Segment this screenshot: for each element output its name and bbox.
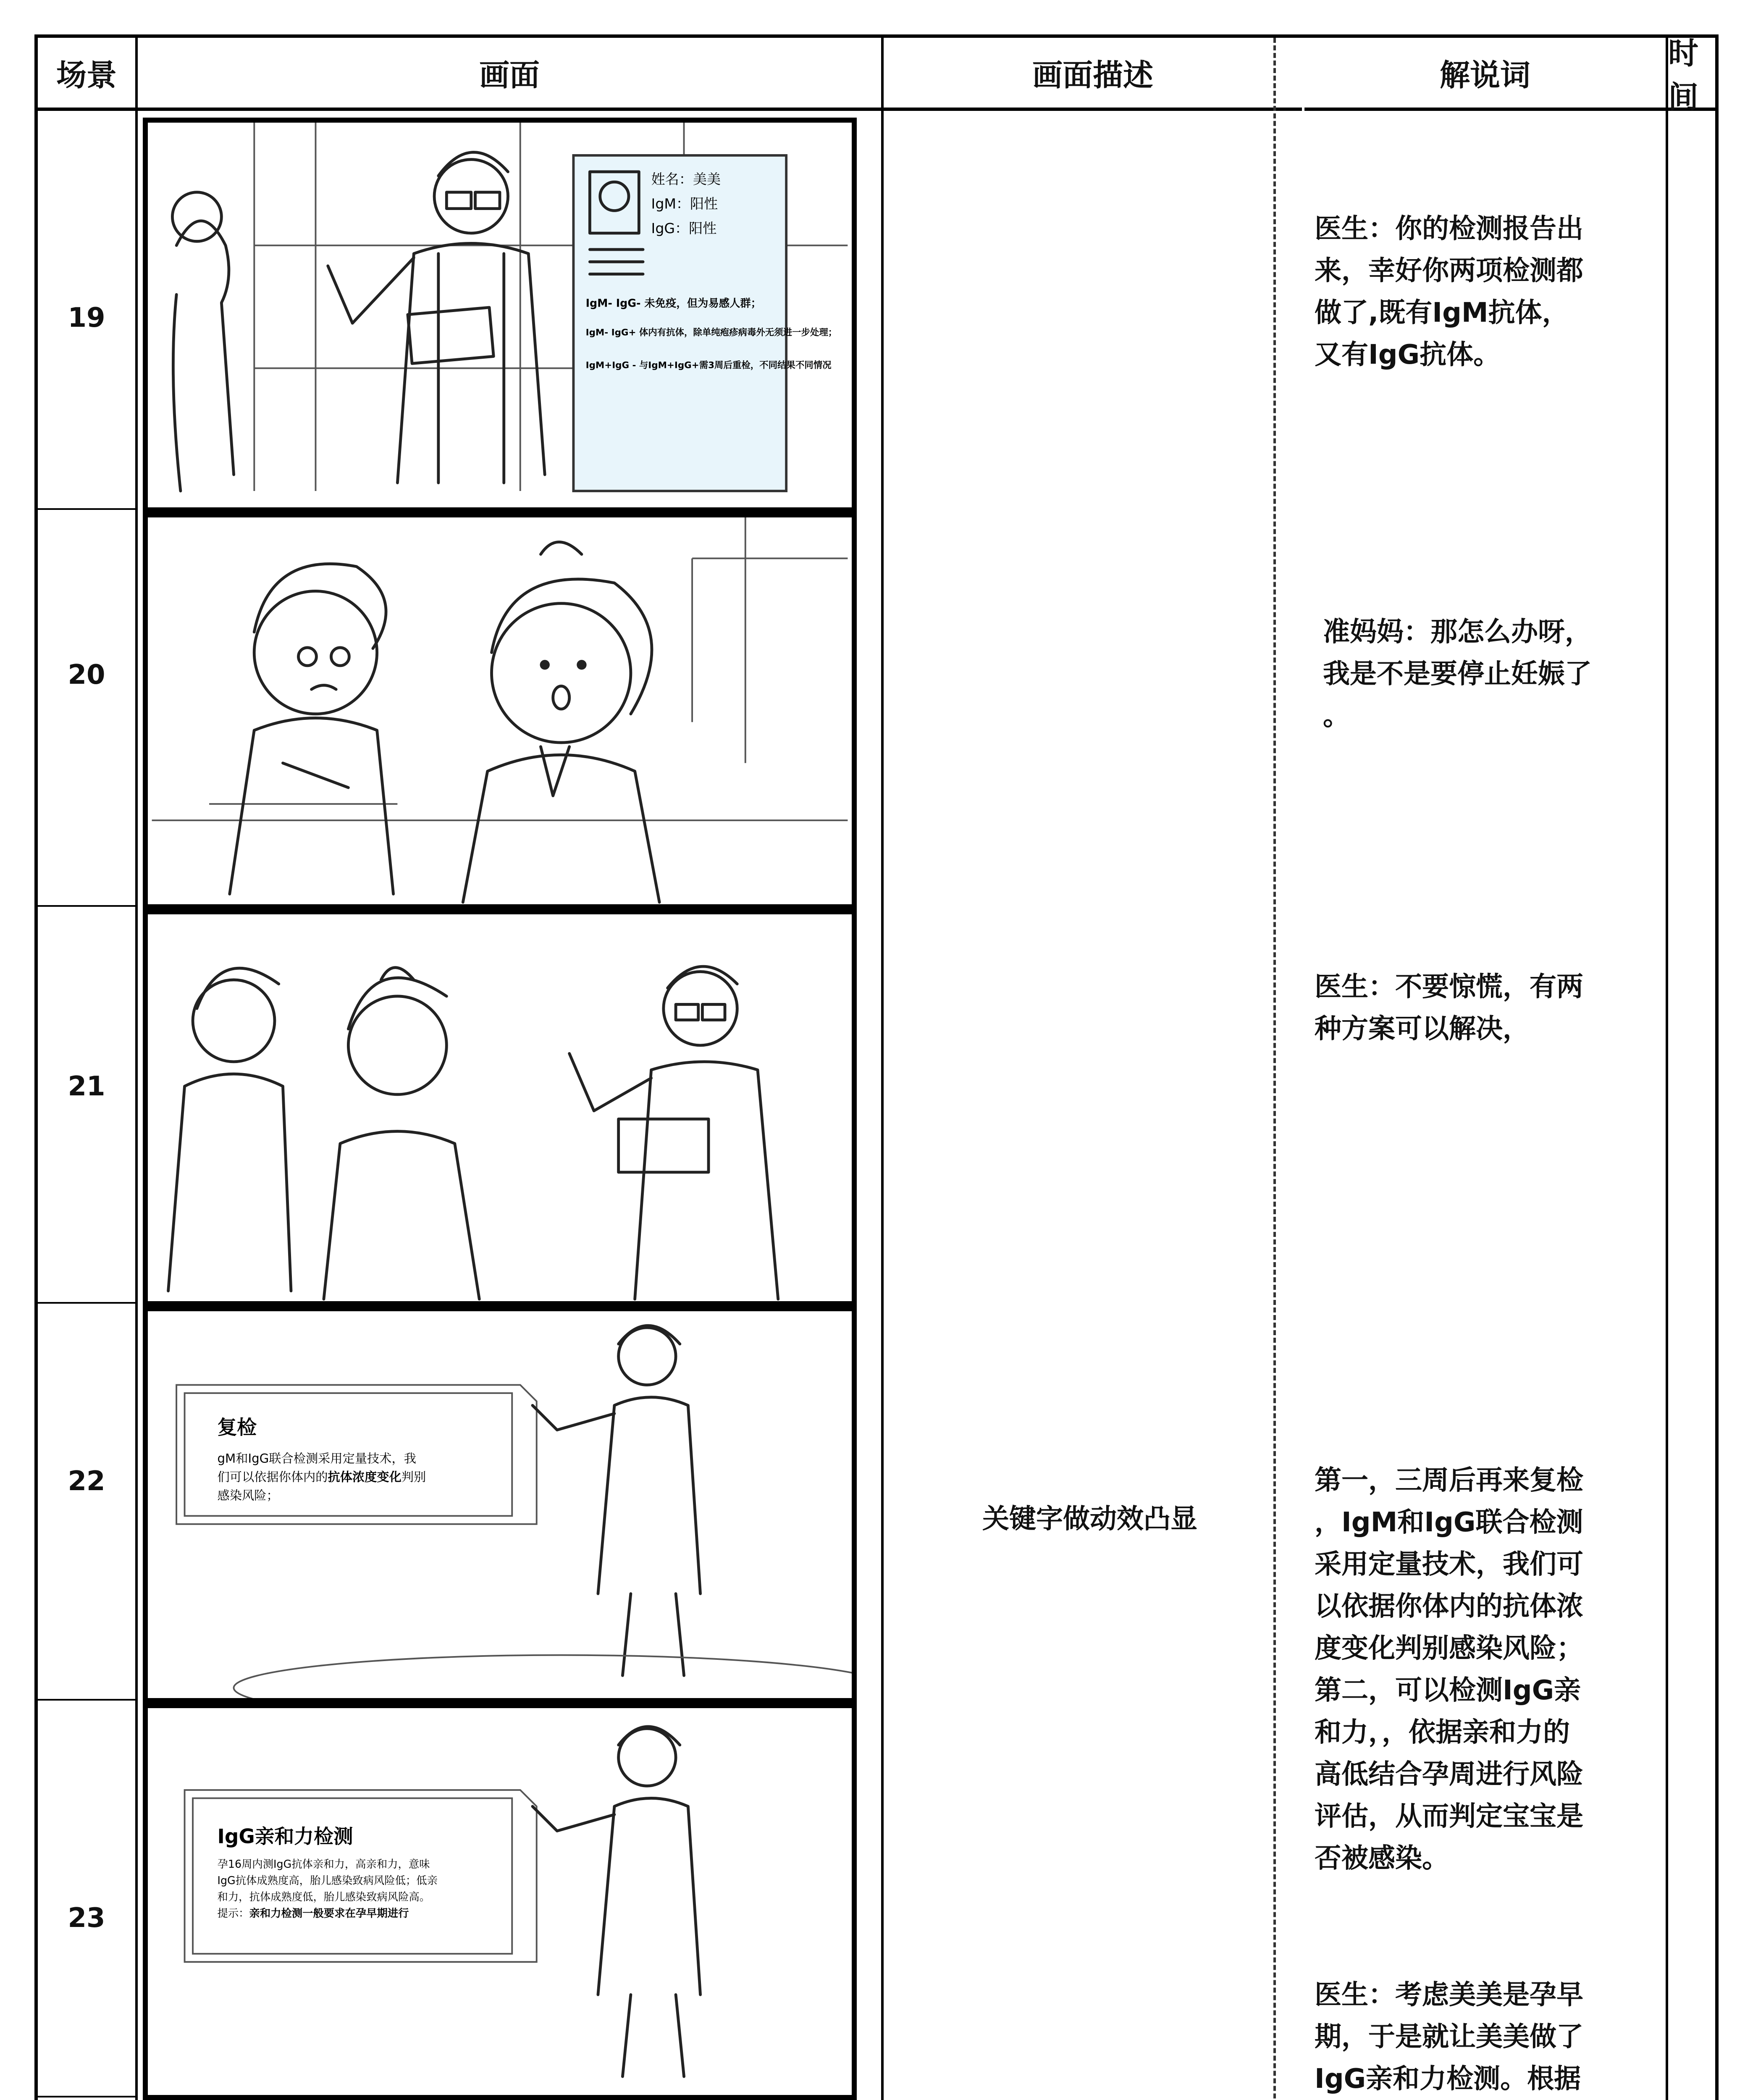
note-line-1: IgM- IgG- 未免疫，但为易感人群； xyxy=(585,297,762,310)
panel-body-line-1: gM和IgG联合检测采用定量技术，我 xyxy=(217,1451,416,1466)
scene-number: 19 xyxy=(68,302,105,333)
report-line-3: IgG：阳性 xyxy=(651,220,717,237)
narration-22-23: 第一，三周后再来复检 ，IgM和IgG联合检测 采用定量技术，我们可 以依据你体内的抗体浓 度变化判别感染风险； 第二，可以检测IgG亲 和力，，依据亲和力的 高低结合孕周进行风险 评估，从而判定宝宝是 否被感染。 xyxy=(1315,1465,1583,1874)
column-divider xyxy=(881,38,884,2100)
row-divider xyxy=(38,2096,135,2097)
report-line-2: IgM：阳性 xyxy=(651,195,718,212)
panel-body-line-3: 判别 xyxy=(401,1470,426,1484)
frame-scene-19 xyxy=(143,118,857,512)
column-divider xyxy=(1666,38,1668,2100)
frame-scene-22 xyxy=(143,1306,857,1703)
header-scene: 场景 xyxy=(38,38,135,111)
svg-text:提示：亲和力检测一般要求在孕早期进行 xyxy=(218,1907,409,1919)
scene-number: 23 xyxy=(68,1903,105,1934)
narration-20: 准妈妈：那怎么办呀， 我是不是要停止妊娠了 。 xyxy=(1323,617,1592,732)
doctor-reassures-sketch xyxy=(148,914,852,1301)
frame-scene-20 xyxy=(143,512,857,909)
worried-couple-sketch xyxy=(148,517,852,904)
header-frame: 画面 xyxy=(138,38,881,111)
scene-number: 22 xyxy=(68,1466,105,1497)
header-description: 画面描述 xyxy=(884,38,1302,111)
header-narration: 解说词 xyxy=(1304,38,1666,111)
row-divider xyxy=(38,905,135,907)
panel-line-4-prefix: 提示： xyxy=(217,1907,249,1920)
scene-number: 21 xyxy=(68,1071,105,1102)
narration-21: 医生：不要惊慌，有两 种方案可以解决， xyxy=(1315,971,1583,1045)
panel-body-bold: 抗体浓度变化 xyxy=(328,1470,402,1484)
row-divider xyxy=(38,1302,135,1304)
frame-scene-23 xyxy=(143,1703,857,2100)
column-divider-dashed xyxy=(1273,38,1276,2100)
igg-avidity-explainer-sketch xyxy=(148,1708,852,2095)
narration-19: 医生：你的检测报告出 来，幸好你两项检测都 做了,既有IgM抗体， 又有IgG抗体。 xyxy=(1315,213,1583,370)
recheck-explainer-sketch xyxy=(148,1311,852,1698)
panel-line-2: IgG抗体成熟度高，胎儿感染致病风险低；低亲 xyxy=(217,1874,438,1887)
storyboard-table xyxy=(34,34,1719,2100)
row-divider xyxy=(38,1699,135,1701)
panel-title: 复检 xyxy=(217,1416,257,1439)
row-divider xyxy=(38,508,135,510)
frame-scene-21 xyxy=(143,909,857,1306)
doctor-report-sketch xyxy=(148,123,852,507)
narration-24: 医生：考虑美美是孕早 期，于是就让美美做了 IgG亲和力检测。根据 xyxy=(1315,1979,1583,2095)
panel-line-3: 和力，抗体成熟度低，胎儿感染致病风险高。 xyxy=(217,1890,430,1903)
panel-title: IgG亲和力检测 xyxy=(217,1825,353,1848)
report-line-1: 姓名：美美 xyxy=(651,171,721,188)
panel-line-1: 孕16周内测IgG抗体亲和力，高亲和力，意味 xyxy=(217,1858,430,1871)
column-divider xyxy=(135,38,138,2100)
panel-body-line-2: 们可以依据你体内的 xyxy=(217,1470,328,1484)
header-time: 时间 xyxy=(1668,38,1715,111)
panel-line-4-bold: 亲和力检测一般要求在孕早期进行 xyxy=(249,1907,409,1920)
scene-number: 20 xyxy=(68,659,105,690)
svg-text:们可以依据你体内的抗体浓度变化判别 xyxy=(218,1470,426,1484)
note-line-3: IgM+IgG - 与IgM+IgG+需3周后重检，不同结果不同情况 xyxy=(585,360,832,371)
frame-description: 关键字做动效凸显 xyxy=(982,1504,1197,1535)
panel-body-line-4: 感染风险； xyxy=(217,1488,279,1503)
note-line-2: IgM- IgG+ 体内有抗体，除单纯疱疹病毒外无须进一步处理； xyxy=(585,327,837,338)
